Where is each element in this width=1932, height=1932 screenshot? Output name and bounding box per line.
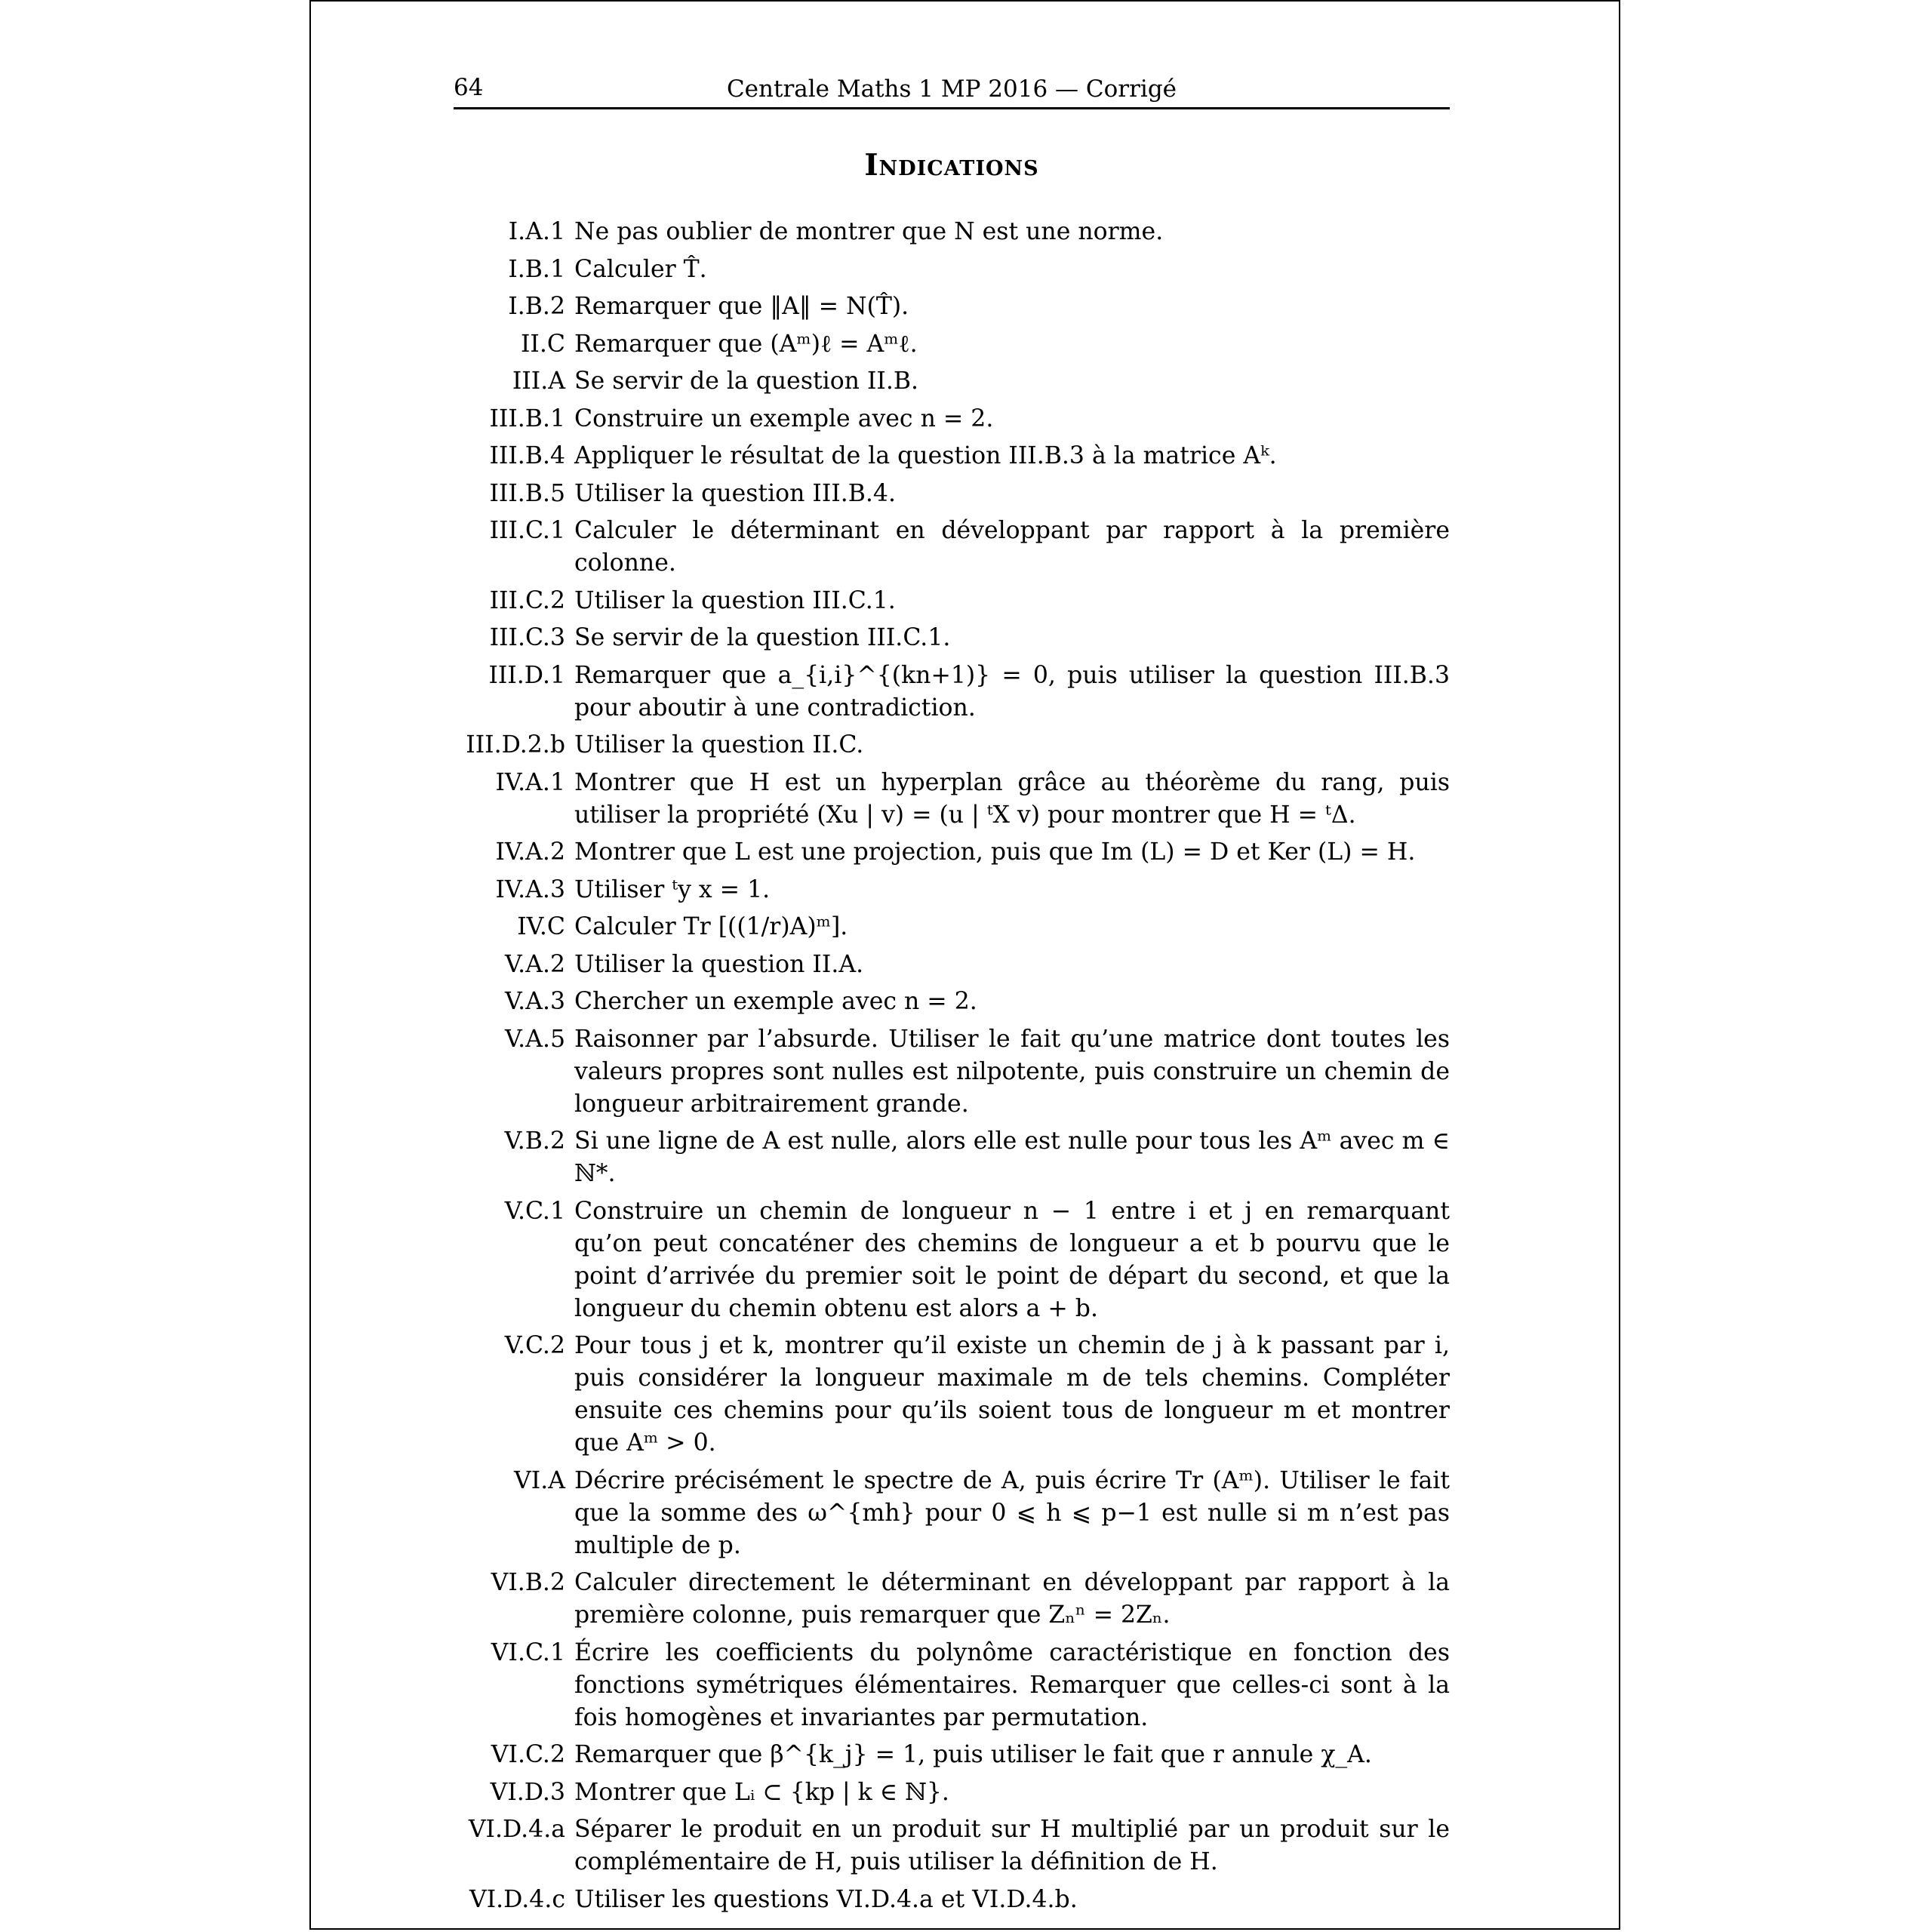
hint-item	[454, 365, 1450, 398]
hint-item	[454, 1125, 1450, 1190]
hint-item	[454, 1777, 1450, 1809]
hint-text: Appliquer le résultat de la question III.B.3 à la matrice Aᵏ.	[574, 442, 1277, 469]
hint-label: IV.A.1	[495, 768, 565, 796]
hint-item	[454, 1465, 1450, 1562]
hint-text: Remarquer que a_{i,i}^{(kn+1)} = 0, puis utiliser la question III.B.3 pour aboutir à une contradiction.	[574, 661, 1450, 721]
hint-text: Montrer que H est un hyperplan grâce au théorème du rang, puis utiliser la propriété (Xu | v) = (u | ᵗX v) pour montrer que H = ᵗΔ.	[574, 768, 1450, 829]
hint-item	[454, 291, 1450, 323]
hint-item	[454, 254, 1450, 286]
hint-text: Calculer Tr [((1/r)A)ᵐ].	[574, 913, 848, 940]
hint-item	[454, 515, 1450, 580]
hint-label: V.A.2	[504, 950, 565, 978]
hint-text: Se servir de la question II.B.	[574, 368, 919, 395]
running-header	[454, 74, 1450, 109]
hint-item	[454, 767, 1450, 832]
running-title: Centrale Maths 1 MP 2016 — Corrigé	[726, 75, 1177, 103]
hint-item	[454, 622, 1450, 654]
hint-item	[454, 585, 1450, 617]
hint-item	[454, 328, 1450, 361]
hint-label: V.C.2	[504, 1332, 565, 1359]
hint-text: Utiliser la question II.A.	[574, 950, 864, 978]
hint-text: Se servir de la question III.C.1.	[574, 624, 951, 651]
hint-label: III.C.3	[489, 624, 565, 651]
hint-text: Utiliser ᵗy x = 1.	[574, 875, 771, 903]
hint-item	[454, 836, 1450, 869]
hint-item	[454, 660, 1450, 724]
hint-text: Raisonner par l’absurde. Utiliser le fait qu’une matrice dont toutes les valeurs propres sont nulles est nilpotente, puis construire un chemin de longueur arbitrairement grande.	[574, 1025, 1450, 1118]
hint-text: Calculer T̂.	[574, 255, 707, 283]
hint-text: Pour tous j et k, montrer qu’il existe un chemin de j à k passant par i, puis considérer la longueur maximale m de tels chemins. Compléter ensuite ces chemins pour qu’ils soient tous de longueur m et montrer que Aᵐ > 0.	[574, 1332, 1450, 1457]
hint-label: V.C.1	[504, 1197, 565, 1225]
hint-text: Montrer que L est une projection, puis que Im (L) = D et Ker (L) = H.	[574, 838, 1416, 866]
hint-label: I.B.1	[508, 255, 565, 283]
hint-text: Utiliser les questions VI.D.4.a et VI.D.4.b.	[574, 1885, 1078, 1913]
page-number: 64	[454, 74, 484, 101]
hint-item	[454, 874, 1450, 906]
hint-text: Écrire les coefficients du polynôme caractéristique en fonction des fonctions symétriques élémentaires. Remarquer que celles-ci sont à la fois homogènes et invariantes par permutation.	[574, 1638, 1450, 1731]
hint-label: VI.A	[514, 1466, 565, 1494]
hint-text: Remarquer que ‖A‖ = N(T̂).	[574, 293, 909, 320]
hint-item	[454, 1814, 1450, 1878]
hint-text: Chercher un exemple avec n = 2.	[574, 988, 977, 1015]
hint-label: III.A	[512, 368, 565, 395]
hint-item	[454, 1567, 1450, 1632]
hint-item	[454, 1330, 1450, 1460]
hint-item	[454, 1023, 1450, 1121]
hint-text: Utiliser la question II.C.	[574, 731, 864, 758]
hint-label: V.B.2	[504, 1128, 565, 1155]
hint-item	[454, 729, 1450, 761]
hint-label: IV.C	[517, 913, 565, 940]
hint-text: Calculer le déterminant en développant par rapport à la première colonne.	[574, 517, 1450, 577]
hint-label: III.C.1	[489, 517, 565, 544]
hint-label: III.C.2	[489, 586, 565, 614]
hint-label: II.C	[520, 330, 565, 358]
hint-item	[454, 949, 1450, 981]
hint-item	[454, 986, 1450, 1018]
hint-label: VI.D.4.c	[469, 1885, 565, 1913]
hint-item	[454, 403, 1450, 435]
hint-item	[454, 1884, 1450, 1916]
hint-text: Construire un exemple avec n = 2.	[574, 405, 994, 432]
hint-item	[454, 1195, 1450, 1325]
section-title: Indications	[864, 148, 1039, 183]
hint-text: Remarquer que β^{k_j} = 1, puis utiliser le fait que r annule χ_A.	[574, 1741, 1372, 1768]
hint-label: VI.D.4.a	[468, 1816, 565, 1843]
hint-item	[454, 216, 1450, 248]
hint-text: Montrer que Lᵢ ⊂ {kp | k ∈ ℕ}.	[574, 1778, 949, 1806]
hint-item	[454, 1637, 1450, 1734]
hint-label: VI.B.2	[491, 1569, 565, 1596]
hint-label: IV.A.3	[495, 875, 565, 903]
hint-label: III.B.1	[489, 405, 565, 432]
hint-label: I.A.1	[508, 218, 565, 245]
hint-text: Construire un chemin de longueur n − 1 entre i et j en remarquant qu’on peut concaténer des chemins de longueur a et b pourvu que le point d’arrivée du premier soit le point de départ du second, et que la longueur du chemin obtenu est alors a + b.	[574, 1197, 1450, 1322]
hint-text: Ne pas oublier de montrer que N est une norme.	[574, 218, 1164, 245]
hint-text: Décrire précisément le spectre de A, puis écrire Tr (Aᵐ). Utiliser le fait que la somme des ω^{mh} pour 0 ⩽ h ⩽ p−1 est nulle si m n’est pas multiple de p.	[574, 1466, 1450, 1559]
hint-text: Séparer le produit en un produit sur H multiplié par un produit sur le complémentaire de H, puis utiliser la définition de H.	[574, 1816, 1450, 1875]
hint-label: III.B.5	[489, 479, 565, 507]
hints-list	[454, 216, 1450, 1921]
hint-label: III.B.4	[489, 442, 565, 469]
hint-item	[454, 478, 1450, 510]
hint-text: Calculer directement le déterminant en développant par rapport à la première colonne, puis remarquer que Zₙⁿ = 2Zₙ.	[574, 1569, 1450, 1629]
hint-item	[454, 440, 1450, 472]
hint-label: IV.A.2	[495, 838, 565, 866]
hint-label: V.A.5	[504, 1025, 565, 1053]
hint-text: Si une ligne de A est nulle, alors elle est nulle pour tous les Aᵐ avec m ∈ ℕ*.	[574, 1128, 1450, 1187]
hint-item	[454, 911, 1450, 943]
hint-label: VI.D.3	[490, 1778, 565, 1806]
hint-text: Utiliser la question III.B.4.	[574, 479, 896, 507]
hint-label: VI.C.2	[491, 1741, 565, 1768]
hint-label: V.A.3	[504, 988, 565, 1015]
hint-label: III.D.1	[488, 661, 565, 689]
hint-label: VI.C.1	[491, 1638, 565, 1666]
hint-text: Remarquer que (Aᵐ)ℓ = Aᵐℓ.	[574, 330, 918, 358]
hint-text: Utiliser la question III.C.1.	[574, 586, 896, 614]
hint-item	[454, 1739, 1450, 1771]
hint-label: I.B.2	[508, 293, 565, 320]
hint-label: III.D.2.b	[466, 731, 565, 758]
